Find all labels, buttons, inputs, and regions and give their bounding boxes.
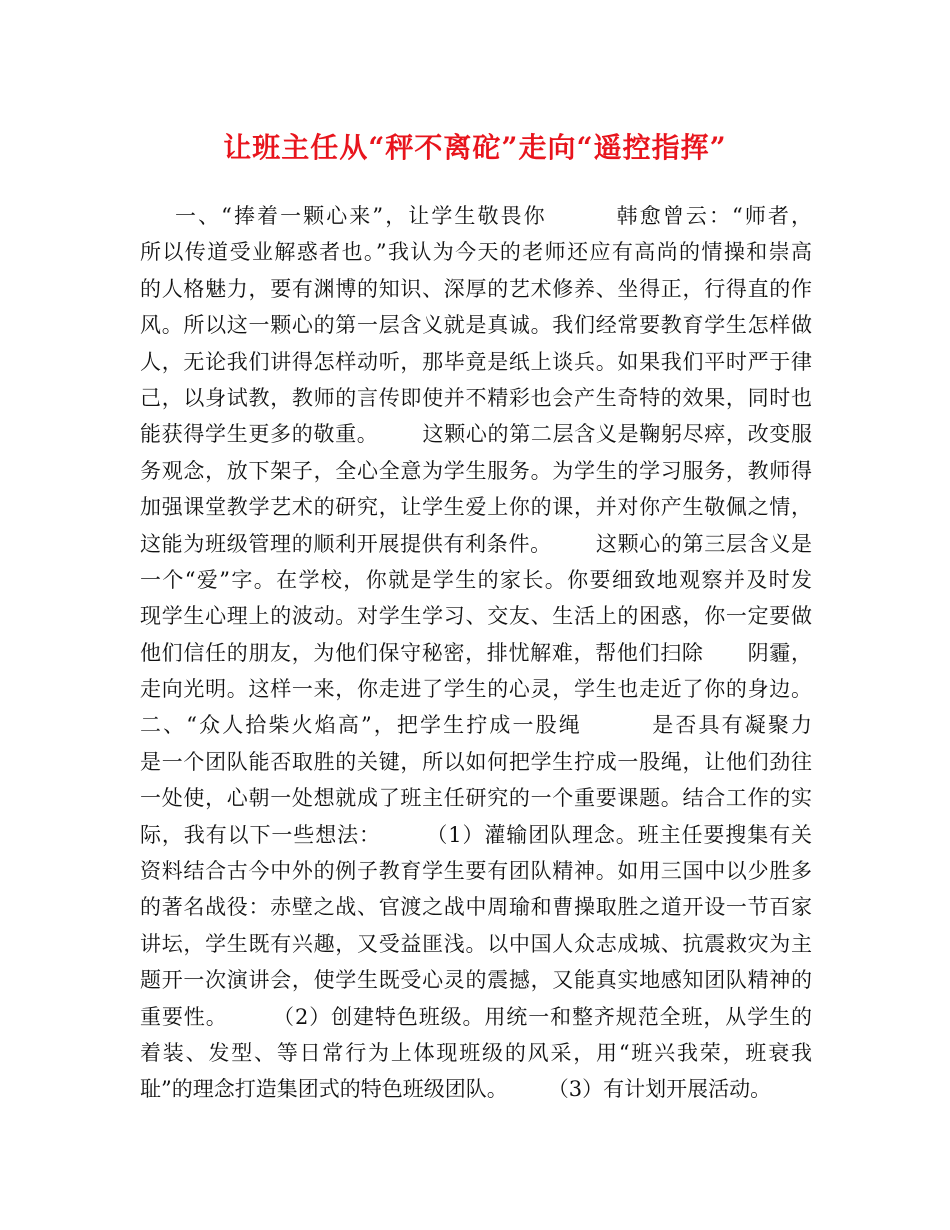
body-line: 际，我有以下一些想法： （1）灌输团队理念。班主任要搜集有关 xyxy=(140,822,812,847)
body-line: 的人格魅力，要有渊博的知识、深厚的艺术修养、坐得正，行得直的作 xyxy=(140,276,812,301)
body-line: 一个“爱”字。在学校，你就是学生的家长。你要细致地观察并及时发 xyxy=(140,567,812,592)
body-line: 题开一次演讲会，使学生既受心灵的震撼，又能真实地感知团队精神的 xyxy=(140,968,812,993)
body-line: 现学生心理上的波动。对学生学习、交友、生活上的困惑，你一定要做 xyxy=(140,604,812,629)
body-line: 务观念，放下架子，全心全意为学生服务。为学生的学习服务，教师得 xyxy=(140,458,812,483)
body-line: 讲坛，学生既有兴趣，又受益匪浅。以中国人众志成城、抗震救灾为主 xyxy=(140,931,812,956)
body-line: 耻”的理念打造集团式的特色班级团队。 （3）有计划开展活动。 xyxy=(140,1077,772,1102)
body-line: 所以传道受业解惑者也。”我认为今天的老师还应有高尚的情操和崇高 xyxy=(140,240,812,265)
body-line: 二、“众人拾柴火焰高”，把学生拧成一股绳 是否具有凝聚力 xyxy=(140,713,812,738)
body-line: 着装、发型、等日常行为上体现班级的风采，用“班兴我荣，班衰我 xyxy=(140,1040,812,1065)
body-line: 加强课堂教学艺术的研究，让学生爱上你的课，并对你产生敬佩之情， xyxy=(140,495,812,520)
body-line: 能获得学生更多的敬重。 这颗心的第二层含义是鞠躬尽瘁，改变服 xyxy=(140,422,812,447)
body-line: 这能为班级管理的顺利开展提供有利条件。 这颗心的第三层含义是 xyxy=(140,531,812,556)
body-line: 己，以身试教，教师的言传即使并不精彩也会产生奇特的效果，同时也 xyxy=(140,385,812,410)
body-line: 一、“捧着一颗心来”，让学生敬畏你 韩愈曾云：“师者， xyxy=(140,204,812,228)
body-line: 他们信任的朋友，为他们保守秘密，排忧解难，帮他们扫除 阴霾， xyxy=(140,640,812,665)
body-line: 人，无论我们讲得怎样动听，那毕竟是纸上谈兵。如果我们平时严于律 xyxy=(140,349,812,374)
body-line: 资料结合古今中外的例子教育学生要有团队精神。如用三国中以少胜多 xyxy=(140,859,812,884)
body-line: 是一个团队能否取胜的关键，所以如何把学生拧成一股绳，让他们劲往 xyxy=(140,749,812,774)
document-body xyxy=(140,198,812,1108)
body-line: 重要性。 （2）创建特色班级。用统一和整齐规范全班，从学生的 xyxy=(140,1004,812,1029)
body-line: 一处使，心朝一处想就成了班主任研究的一个重要课题。结合工作的实 xyxy=(140,786,812,811)
body-line: 风。所以这一颗心的第一层含义就是真诚。我们经常要教育学生怎样做 xyxy=(140,313,812,338)
document-title: 让班主任从“秤不离砣”走向“遥控指挥” xyxy=(223,131,727,164)
body-line: 的著名战役：赤壁之战、官渡之战中周瑜和曹操取胜之道开设一节百家 xyxy=(140,895,812,920)
body-line: 走向光明。这样一来，你走进了学生的心灵，学生也走近了你的身边。 xyxy=(140,677,812,702)
